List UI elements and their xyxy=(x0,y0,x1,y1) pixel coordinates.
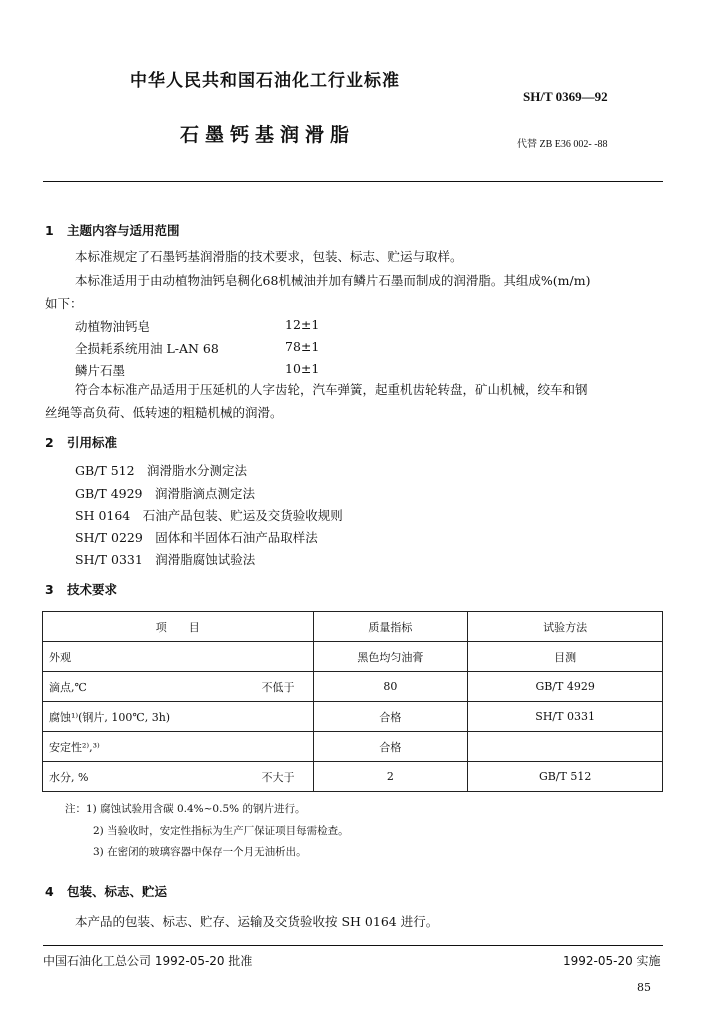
section-title: 引用标准 xyxy=(67,435,118,450)
section-number: 4 xyxy=(45,884,54,899)
reference-item: SH/T 0229 固体和半固体石油产品取样法 xyxy=(75,530,318,545)
section-4-heading xyxy=(45,882,167,900)
item-name: 滴点,℃ xyxy=(49,680,87,694)
header-cell: 试验方法 xyxy=(468,612,663,642)
item-cell xyxy=(43,672,314,702)
replaces-standard: 代替 ZB E36 002- -88 xyxy=(517,139,608,150)
composition-name: 全损耗系统用油 L-AN 68 xyxy=(75,341,219,356)
reference-item: GB/T 4929 润滑脂滴点测定法 xyxy=(75,486,256,501)
section-number: 3 xyxy=(45,582,54,597)
value-cell: 80 xyxy=(313,672,468,702)
item-cell xyxy=(43,762,314,792)
paragraph: 本产品的包装、标志、贮存、运输及交货验收按 SH 0164 进行。 xyxy=(75,914,439,929)
method-cell: SH/T 0331 xyxy=(468,702,663,732)
table-row xyxy=(43,762,663,792)
value-cell: 合格 xyxy=(313,702,468,732)
composition-value: 10±1 xyxy=(285,361,320,376)
section-title: 包装、标志、贮运 xyxy=(67,884,168,899)
table-row xyxy=(43,672,663,702)
page-number: 85 xyxy=(637,981,651,994)
table-header-row xyxy=(43,612,663,642)
method-cell: GB/T 4929 xyxy=(468,672,663,702)
reference-item: GB/T 512 润滑脂水分测定法 xyxy=(75,463,248,478)
header-cell: 质量指标 xyxy=(313,612,468,642)
section-3-heading xyxy=(45,580,117,598)
item-name: 外观 xyxy=(49,650,71,664)
standard-number: SH/T 0369—92 xyxy=(523,89,608,104)
header-cell: 项 目 xyxy=(43,612,314,642)
section-2-heading xyxy=(45,433,117,451)
issuing-org-title: 中华人民共和国石油化工行业标准 xyxy=(130,71,400,91)
item-limit: 不低于 xyxy=(261,680,295,694)
method-cell xyxy=(468,732,663,762)
section-1-heading xyxy=(45,221,180,239)
item-cell xyxy=(43,642,314,672)
composition-value: 12±1 xyxy=(285,317,320,332)
table-note: 2) 当验收时，安定性指标为生产厂保证项目每需检查。 xyxy=(93,825,349,837)
paragraph: 符合本标准产品适用于压延机的人字齿轮，汽车弹簧，起重机齿轮转盘，矿山机械，绞车和钢 xyxy=(75,382,588,397)
item-cell xyxy=(43,702,314,732)
approval-line: 中国石油化工总公司 1992-05-20 批准 xyxy=(43,954,253,968)
document-title: 石墨钙基润滑脂 xyxy=(180,124,356,146)
paragraph: 本标准规定了石墨钙基润滑脂的技术要求，包装、标志、贮运与取样。 xyxy=(75,249,463,264)
composition-name: 动植物油钙皂 xyxy=(75,319,151,334)
composition-value: 78±1 xyxy=(285,339,320,354)
item-name: 腐蚀¹⁾(钢片, 100℃, 3h) xyxy=(49,710,171,724)
item-name: 水分, % xyxy=(49,770,89,784)
reference-item: SH/T 0331 润滑脂腐蚀试验法 xyxy=(75,552,256,567)
value-cell: 2 xyxy=(313,762,468,792)
paragraph: 如下： xyxy=(45,296,83,311)
method-cell: GB/T 512 xyxy=(468,762,663,792)
section-title: 技术要求 xyxy=(67,582,118,597)
value-cell: 合格 xyxy=(313,732,468,762)
item-cell xyxy=(43,732,314,762)
item-limit: 不大于 xyxy=(261,770,295,784)
reference-item: SH 0164 石油产品包装、贮运及交货验收规则 xyxy=(75,508,343,523)
footer-divider xyxy=(43,945,663,946)
effective-date: 1992-05-20 实施 xyxy=(563,954,661,968)
spec-table xyxy=(42,611,663,792)
value-cell: 黑色均匀油膏 xyxy=(313,642,468,672)
composition-name: 鳞片石墨 xyxy=(75,363,126,378)
table-row xyxy=(43,642,663,672)
header-divider xyxy=(43,181,663,182)
section-number: 2 xyxy=(45,435,54,450)
paragraph: 本标准适用于由动植物油钙皂稠化68机械油并加有鳞片石墨而制成的润滑脂。其组成%(m/m) xyxy=(75,273,591,288)
paragraph: 丝绳等高负荷、低转速的粗糙机械的润滑。 xyxy=(45,405,283,420)
table-note: 注：1) 腐蚀试验用含碳 0.4%~0.5% 的钢片进行。 xyxy=(65,803,306,815)
method-cell: 目测 xyxy=(468,642,663,672)
section-number: 1 xyxy=(45,223,54,238)
table-row xyxy=(43,702,663,732)
section-title: 主题内容与适用范围 xyxy=(67,223,180,238)
table-row xyxy=(43,732,663,762)
item-name: 安定性²⁾,³⁾ xyxy=(49,740,100,754)
table-note: 3) 在密闭的玻璃容器中保存一个月无油析出。 xyxy=(93,846,307,858)
